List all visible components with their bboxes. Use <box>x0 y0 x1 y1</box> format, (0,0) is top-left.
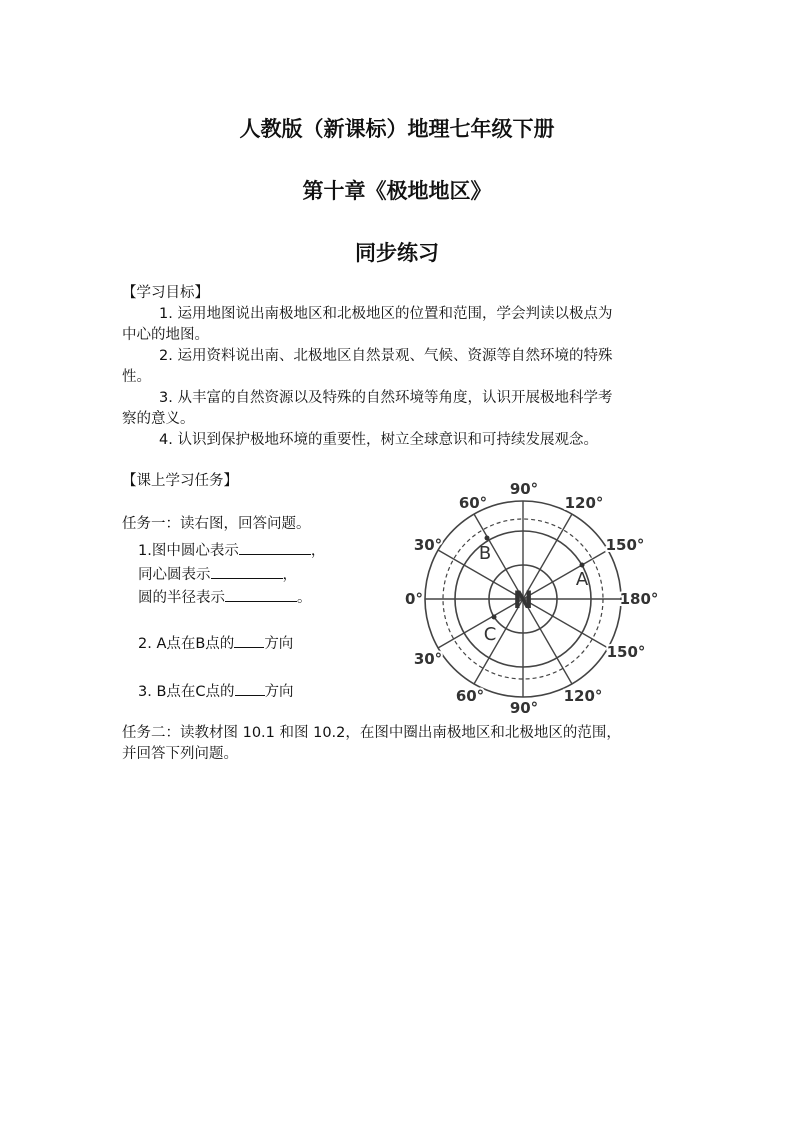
question-2-end: 方向 <box>264 636 294 652</box>
objective-4: 4. 认识到保护极地环境的重要性，树立全球意识和可持续发展观念。 <box>159 432 598 448</box>
question-2-text: 2. A点在B点的 <box>138 636 235 652</box>
question-1a-text: 1.图中圆心表示 <box>138 543 239 559</box>
question-1b-text: 同心圆表示 <box>138 567 211 583</box>
task-2-line-2: 并回答下列问题。 <box>122 746 238 762</box>
label-150-lower-right: 150° <box>606 643 646 661</box>
label-0-left: 0° <box>405 590 423 608</box>
objective-2-line-2: 性。 <box>122 369 151 385</box>
label-150-upper-right: 150° <box>605 536 645 554</box>
label-60-bottom-left: 60° <box>455 687 485 705</box>
tasks-heading: 【课上学习任务】 <box>122 473 238 489</box>
objective-3-line-2: 察的意义。 <box>122 411 195 427</box>
label-60-top-left: 60° <box>458 494 488 512</box>
label-120-bottom-right: 120° <box>563 687 603 705</box>
label-30-upper-left: 30° <box>413 536 443 554</box>
point-b-dot <box>485 536 490 541</box>
question-1c-punct: 。 <box>297 590 312 606</box>
objective-1-line-2: 中心的地图。 <box>122 327 209 343</box>
question-3-end: 方向 <box>264 684 294 700</box>
point-c-label: C <box>483 624 497 645</box>
point-a-label: A <box>575 569 589 590</box>
objectives-heading: 【学习目标】 <box>122 285 209 301</box>
north-pole-label: N <box>512 586 534 614</box>
chapter-title: 第十章《极地地区》 <box>302 179 492 203</box>
question-3-text: 3. B点在C点的 <box>138 684 235 700</box>
question-1c-text: 圆的半径表示 <box>138 590 225 606</box>
objective-2-line-1: 2. 运用资料说出南、北极地区自然景观、气候、资源等自然环境的特殊 <box>159 348 613 364</box>
objective-1-line-1: 1. 运用地图说出南极地区和北极地区的位置和范围，学会判读以极点为 <box>159 306 613 322</box>
point-c-dot <box>492 615 497 620</box>
question-1a-punct: ， <box>310 543 326 559</box>
label-90-top: 90° <box>509 480 539 498</box>
task-1-title: 任务一：读右图，回答问题。 <box>122 516 311 532</box>
label-180-right: 180° <box>619 590 659 608</box>
point-a-dot <box>580 563 585 568</box>
document-title: 人教版（新课标）地理七年级下册 <box>239 117 555 141</box>
task-2-line-1: 任务二：读教材图 10.1 和图 10.2，在图中圈出南极地区和北极地区的范围， <box>122 725 621 741</box>
point-b-label: B <box>478 543 492 564</box>
section-subtitle: 同步练习 <box>355 241 439 265</box>
label-120-top-right: 120° <box>564 494 604 512</box>
label-90-bottom: 90° <box>509 699 539 717</box>
label-30-lower-left: 30° <box>413 650 443 668</box>
objective-3-line-1: 3. 从丰富的自然资源以及特殊的自然环境等角度，认识开展极地科学考 <box>159 390 613 406</box>
question-1b-punct: ， <box>282 567 297 583</box>
